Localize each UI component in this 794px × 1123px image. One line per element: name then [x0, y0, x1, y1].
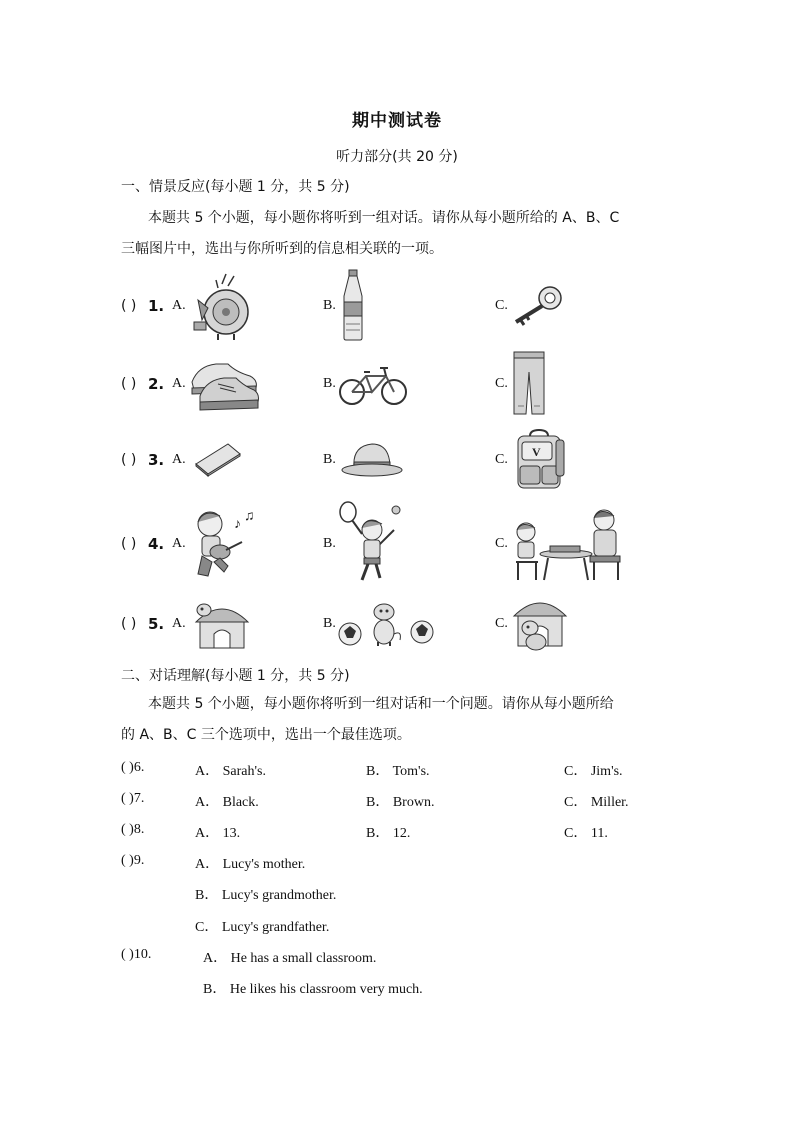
water-bottle-icon [338, 268, 368, 342]
page-title: 期中测试卷 [352, 111, 442, 131]
answer-paren[interactable]: ( ) [121, 616, 137, 632]
svg-text:♪: ♪ [234, 517, 241, 532]
answer-paren[interactable]: ( )7. [121, 791, 145, 806]
part2-heading: 二、对话理解(每小题 1 分，共 5 分) [121, 668, 350, 684]
option-c: C． Jim's. [564, 764, 623, 779]
option-c: C． Miller. [564, 795, 629, 810]
part2-instructions-line2: 的 A、B、C 三个选项中，选出一个最佳选项。 [121, 727, 411, 743]
answer-paren[interactable]: ( ) [121, 452, 137, 468]
option-b: B． He likes his classroom very much. [203, 982, 423, 997]
option-a-label: A. [172, 616, 186, 631]
option-b-label: B. [323, 298, 336, 313]
option-b: B． 12. [366, 826, 411, 841]
answer-paren[interactable]: ( )6. [121, 760, 145, 775]
option-a-label: A. [172, 452, 186, 467]
backpack-icon [512, 428, 566, 490]
option-b-label: B. [323, 536, 336, 551]
part1-instructions-line2: 三幅图片中，选出与你所听到的信息相关联的一项。 [121, 241, 443, 257]
option-b-label: B. [323, 376, 336, 391]
trousers-icon [510, 350, 548, 416]
question-number: 1. [148, 297, 165, 315]
answer-paren[interactable]: ( ) [121, 376, 137, 392]
boy-playing-tennis-icon [336, 500, 406, 586]
dog-in-doghouse-icon [190, 598, 254, 650]
answer-paren[interactable]: ( )8. [121, 822, 145, 837]
option-b: B． Brown. [366, 795, 435, 810]
part2-instructions-line1: 本题共 5 个小题，每小题你将听到一组对话和一个问题。请你从每小题所给 [148, 696, 614, 712]
svg-text:♫: ♫ [244, 509, 255, 524]
option-c-label: C. [495, 536, 508, 551]
option-c: C． Lucy's grandfather. [195, 920, 330, 935]
dog-between-balls-icon [338, 600, 436, 648]
option-a: A． Lucy's mother. [195, 857, 306, 872]
backpack-letter: V [532, 445, 541, 459]
answer-paren[interactable]: ( ) [121, 536, 137, 552]
option-c-label: C. [495, 298, 508, 313]
part1-instructions-line1: 本题共 5 个小题，每小题你将听到一组对话。请你从每小题所给的 A、B、C [148, 210, 620, 226]
option-a: A． 13. [195, 826, 241, 841]
answer-paren[interactable]: ( ) [121, 298, 137, 314]
hat-icon [338, 438, 404, 480]
option-a-label: A. [172, 298, 186, 313]
dog-in-front-of-doghouse-icon [510, 594, 570, 652]
question-number: 3. [148, 451, 165, 469]
option-a-label: A. [172, 536, 186, 551]
bicycle-icon [338, 364, 408, 408]
option-b-label: B. [323, 452, 336, 467]
option-b-label: B. [323, 616, 336, 631]
eraser-icon [192, 440, 244, 478]
sneakers-icon [188, 358, 260, 412]
option-c-label: C. [495, 452, 508, 467]
question-number: 5. [148, 615, 165, 633]
option-c: C． 11. [564, 826, 608, 841]
page-subtitle: 听力部分(共 20 分) [336, 149, 458, 165]
boy-and-man-at-table-icon [510, 506, 626, 582]
option-a: A． Sarah's. [195, 764, 266, 779]
option-c-label: C. [495, 616, 508, 631]
answer-paren[interactable]: ( )10. [121, 947, 152, 962]
option-a: A． Black. [195, 795, 259, 810]
alarm-bell-icon [188, 270, 262, 342]
option-c-label: C. [495, 376, 508, 391]
question-number: 2. [148, 375, 165, 393]
key-icon [510, 284, 564, 328]
option-a-label: A. [172, 376, 186, 391]
option-b: B． Lucy's grandmother. [195, 888, 337, 903]
option-a: A． He has a small classroom. [203, 951, 377, 966]
boy-playing-guitar-icon [190, 506, 260, 580]
answer-paren[interactable]: ( )9. [121, 853, 145, 868]
option-b: B． Tom's. [366, 764, 430, 779]
part1-heading: 一、情景反应(每小题 1 分，共 5 分) [121, 179, 350, 195]
question-number: 4. [148, 535, 165, 553]
